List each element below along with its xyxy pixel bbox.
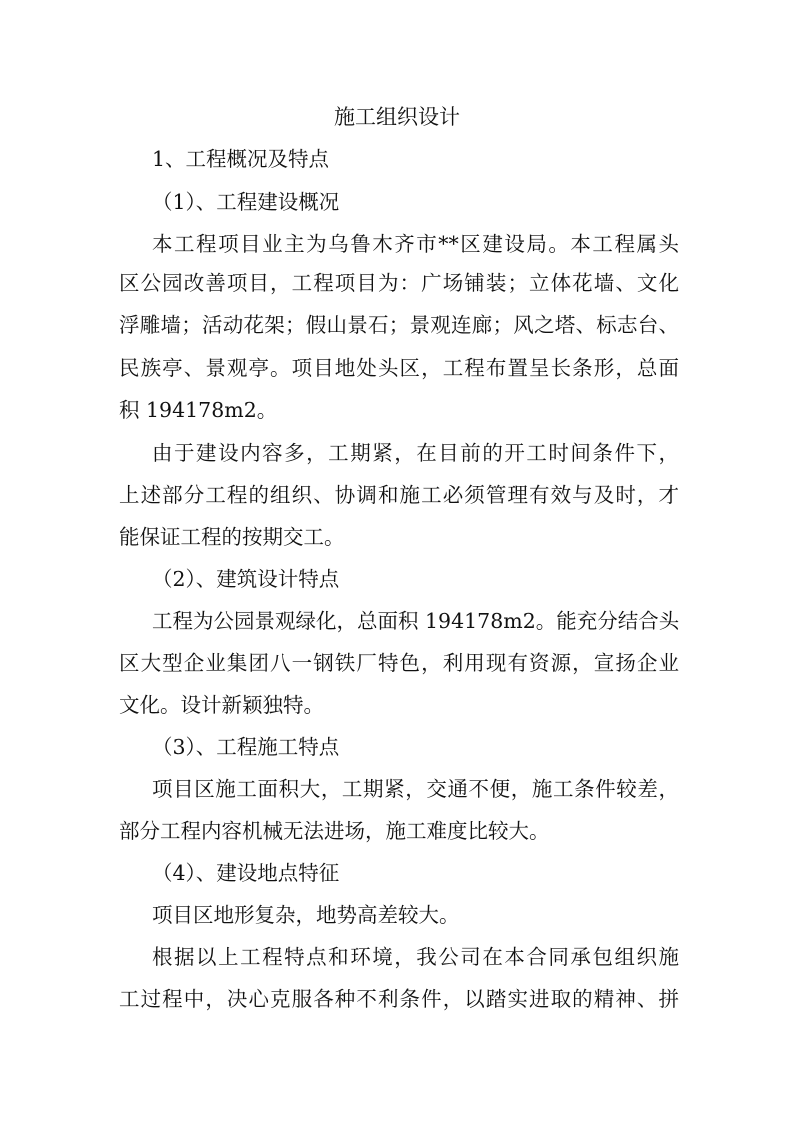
paragraph-line: 区大型企业集团八一钢铁厂特色，利用现有资源，宣扬企业: [119, 651, 679, 675]
paragraph-line: 民族亭、景观亭。项目地处头区，工程布置呈长条形，总面: [119, 356, 679, 380]
document-title: 施工组织设计: [334, 105, 460, 129]
paragraph-line: 根据以上工程特点和环境，我公司在本合同承包组织施: [152, 945, 679, 969]
paragraph-line: 部分工程内容机械无法进场，施工难度比较大。: [119, 819, 550, 843]
paragraph-line: 能保证工程的按期交工。: [119, 525, 345, 549]
paragraph-line: 区公园改善项目，工程项目为：广场铺装；立体花墙、文化: [119, 271, 679, 295]
paragraph-line: 由于建设内容多，工期紧，在目前的开工时间条件下，: [152, 441, 679, 465]
paragraph-line: 项目区施工面积大，工期紧，交通不便，施工条件较差，: [152, 777, 679, 801]
paragraph-line: 项目区地形复杂，地势高差较大。: [152, 903, 460, 927]
heading-construction-overview: （1）、工程建设概况: [152, 190, 340, 214]
paragraph-line: 上述部分工程的组织、协调和施工必须管理有效与及时，才: [119, 483, 679, 507]
heading-project-overview: 1、工程概况及特点: [152, 147, 330, 171]
paragraph-line: 文化。设计新颖独特。: [119, 693, 324, 717]
paragraph-line: 浮雕墙；活动花架；假山景石；景观连廊；风之塔、标志台、: [119, 313, 679, 337]
paragraph-line: 工程为公园景观绿化，总面积 194178m2。能充分结合头: [152, 609, 680, 633]
paragraph-line: 积 194178m2。: [119, 398, 278, 422]
heading-construction-features: （3）、工程施工特点: [152, 735, 340, 759]
paragraph-line: 工过程中，决心克服各种不利条件，以踏实进取的精神、拼: [119, 987, 679, 1011]
paragraph-line: 本工程项目业主为乌鲁木齐市**区建设局。本工程属头: [152, 232, 679, 256]
heading-design-features: （2）、建筑设计特点: [152, 567, 340, 591]
heading-site-features: （4）、建设地点特征: [152, 861, 340, 885]
